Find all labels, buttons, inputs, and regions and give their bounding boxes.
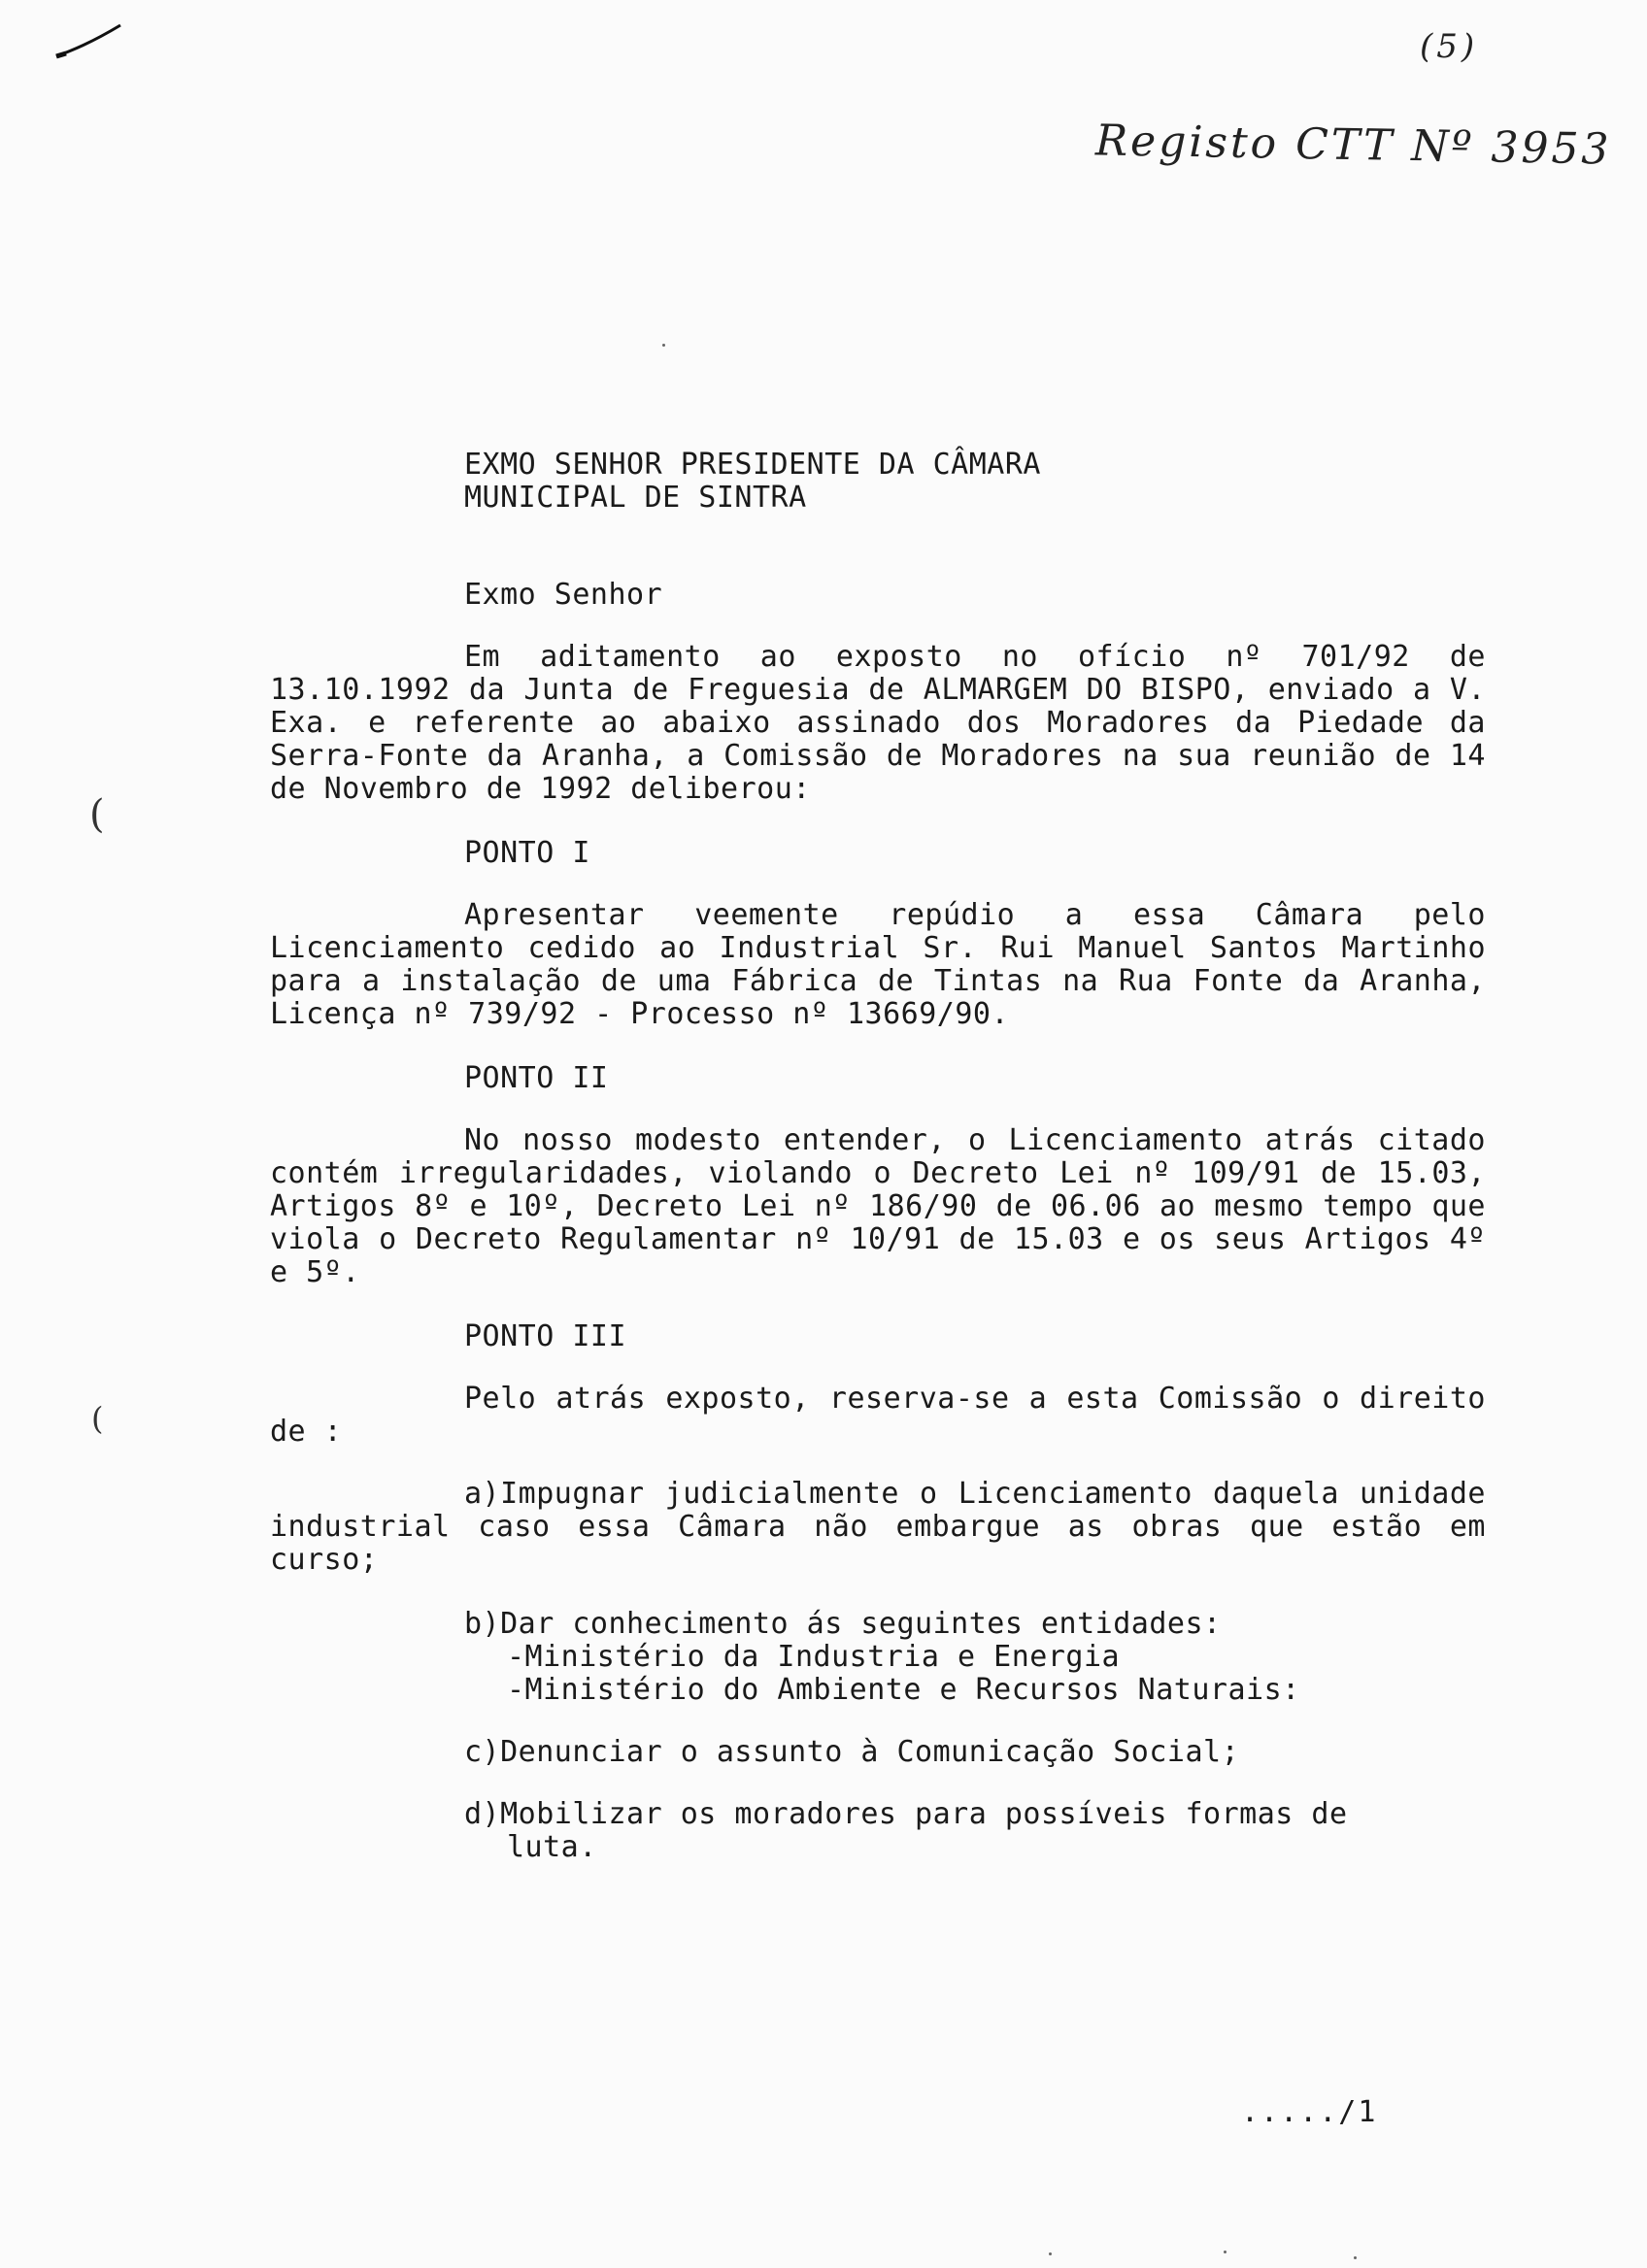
item-c: c)Denunciar o assunto à Comunicação Social; [464, 1735, 1240, 1769]
point-text: No nosso modesto entender, o Licenciamento atrás citado contém irregularidades, violando o Decreto Lei nº 109/91 de 15.03, Artigos 8º e 10º, Decreto Lei nº 186/90 de 06.06 ao mesmo tempo que viola o Decreto Regulamentar nº 10/91 de 15.03 e os seus Artigos 4º e 5º. [270, 1123, 1486, 1289]
point-title: PONTO III [464, 1319, 627, 1353]
letter-body [270, 449, 1486, 1864]
addressee-line: EXMO SENHOR PRESIDENTE DA CÂMARA [464, 448, 1041, 482]
item-d-line: luta. [507, 1830, 597, 1864]
addressee [464, 449, 1486, 515]
entity-item: -Ministério da Industria e Energia [507, 1640, 1121, 1674]
continuation-marker: ...../1 [1241, 2095, 1378, 2129]
margin-bracket-mark: ( [91, 1400, 104, 1437]
item-a: a)Impugnar judicialmente o Licenciamento daquela unidade industrial caso essa Câmara não embargue as obras que estão em curso; [270, 1477, 1486, 1577]
item-d [464, 1798, 1486, 1864]
item-b [464, 1608, 1486, 1707]
margin-bracket-mark: ( [89, 792, 105, 837]
speck [1224, 2251, 1227, 2253]
speck [662, 344, 665, 347]
point-title: PONTO I [464, 836, 590, 870]
speck [1354, 2256, 1357, 2259]
item-b-heading: b)Dar conhecimento ás seguintes entidades: [464, 1607, 1222, 1641]
entity-item: -Ministério do Ambiente e Recursos Naturais: [507, 1673, 1300, 1707]
speck [1049, 2252, 1052, 2255]
point-text: Pelo atrás exposto, reserva-se a esta Comissão o direito de : [270, 1382, 1486, 1449]
pen-scratch-mark [52, 17, 130, 66]
point-text: Apresentar veemente repúdio a essa Câmara pelo Licenciamento cedido ao Industrial Sr. Rui Manuel Santos Martinho para a instalação de uma Fábrica de Tintas na Rua Fonte da Aranha, Licença nº 739/92 - Processo nº 13669/90. [270, 898, 1486, 1031]
point-title: PONTO II [464, 1061, 609, 1095]
addressee-line: MUNICIPAL DE SINTRA [464, 481, 807, 515]
item-d-line: d)Mobilizar os moradores para possíveis formas de [464, 1797, 1348, 1831]
salutation: Exmo Senhor [464, 578, 663, 612]
page-number: (5) [1420, 27, 1479, 66]
intro-paragraph: Em aditamento ao exposto no ofício nº 701/92 de 13.10.1992 da Junta de Freguesia de ALMARGEM DO BISPO, enviado a V. Exa. e referente ao abaixo assinado dos Moradores da Piedade da Serra-Fonte da Aranha, a Comissão de Moradores na sua reunião de 14 de Novembro de 1992 deliberou: [270, 640, 1486, 806]
registo-annotation: Registo CTT Nº 3953 [1094, 116, 1612, 175]
